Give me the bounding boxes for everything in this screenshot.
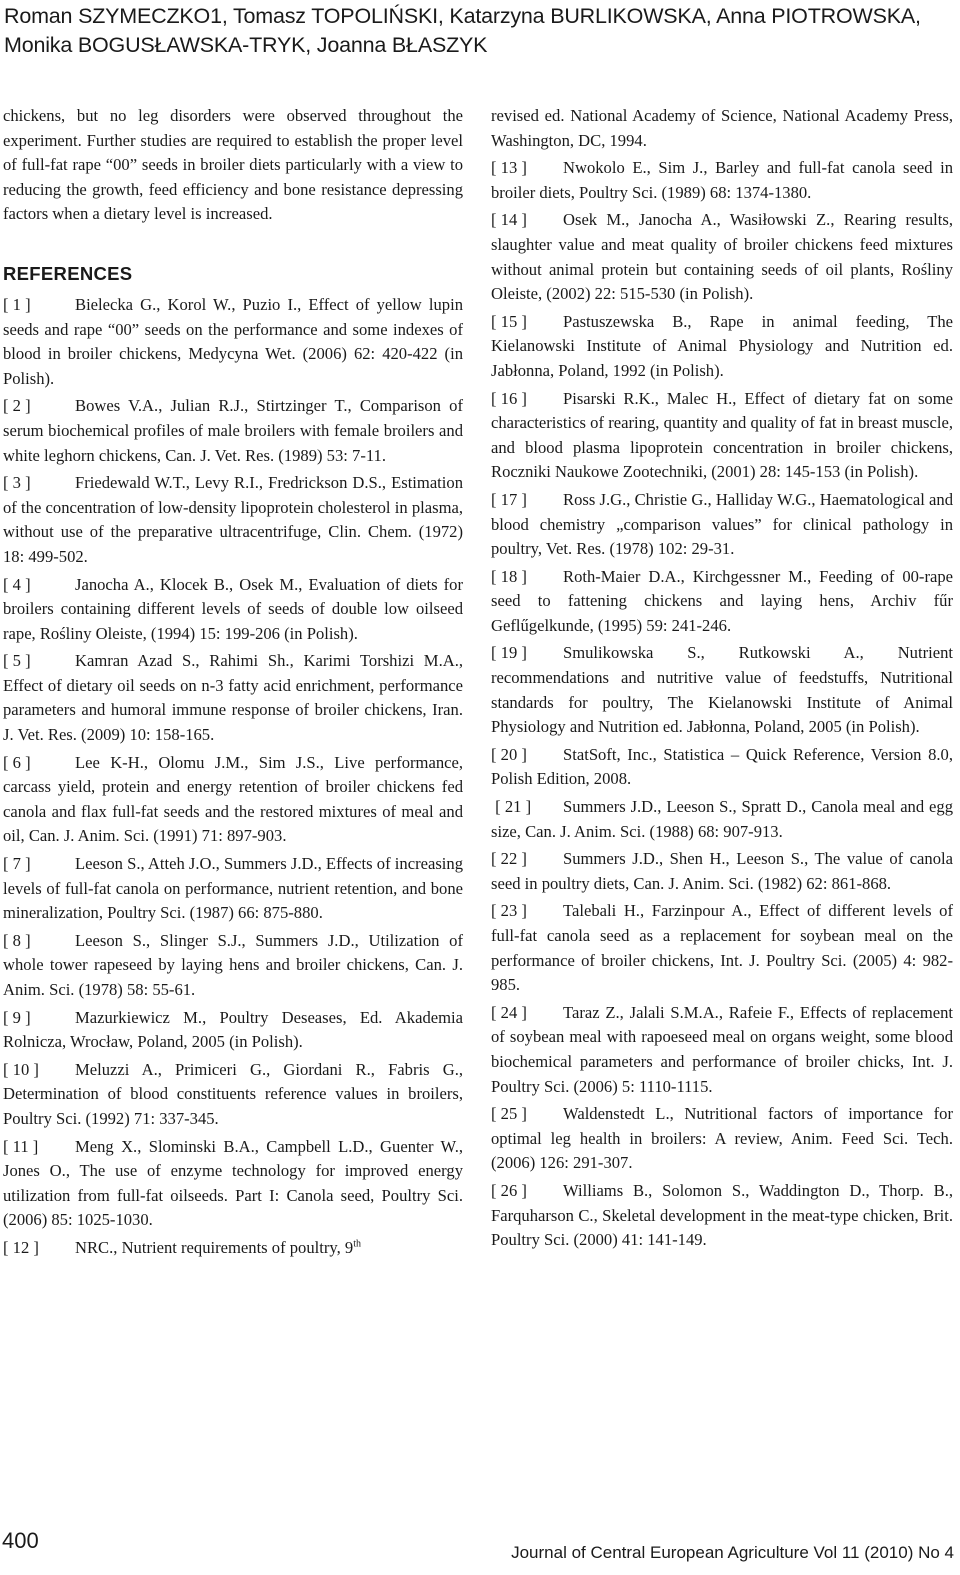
reference-text: Summers J.D., Leeson S., Spratt D., Canola meal and egg size, Can. J. Anim. Sci. (1988) 68: 907-913. bbox=[491, 797, 953, 841]
reference-text: Williams B., Solomon S., Waddington D., Thorp. B., Farquharson C., Skeletal development in the meat-type chicken, Brit. Poultry Sci. (2000) 41: 141-149. bbox=[491, 1180, 953, 1250]
reference-number: [ 17 ] bbox=[491, 489, 527, 509]
reference-number: [ 4 ] bbox=[3, 574, 31, 594]
reference-number: [ 22 ] bbox=[491, 849, 527, 869]
reference-item bbox=[3, 1058, 463, 1132]
references-list-left bbox=[3, 293, 463, 1261]
reference-item bbox=[491, 1001, 953, 1099]
reference-number: [ 19 ] bbox=[491, 643, 527, 663]
reference-text: Meng X., Slominski B.A., Campbell L.D., Guenter W., Jones O., The use of enzyme technology for improved energy utilization from full-fat oilseeds. Part I: Canola seed, Poultry Sci. (2006) 85: 1025-1030. bbox=[3, 1136, 463, 1230]
reference-number: [ 8 ] bbox=[3, 930, 31, 950]
reference-text: Lee K-H., Olomu J.M., Sim J.S., Live performance, carcass yield, protein and energy retention of broiler chickens fed canola and flax full-fat seeds and the restored mixtures of meal and oil, Can. J. Anim. Sci. (1991) 71: 897-903. bbox=[3, 752, 463, 846]
references-heading: REFERENCES bbox=[3, 262, 133, 284]
reference-item bbox=[491, 310, 953, 384]
reference-number: [ 13 ] bbox=[491, 158, 527, 178]
reference-item bbox=[3, 573, 463, 647]
reference-item bbox=[3, 1006, 463, 1055]
reference-text: NRC., Nutrient requirements of poultry, 9 bbox=[75, 1237, 354, 1257]
reference-item bbox=[491, 899, 953, 997]
journal-footer: Journal of Central European Agriculture Vol 11 (2010) No 4 bbox=[511, 1543, 954, 1562]
reference-item bbox=[3, 471, 463, 569]
reference-number: [ 3 ] bbox=[3, 473, 31, 493]
reference-text: Summers J.D., Shen H., Leeson S., The value of canola seed in poultry diets, Can. J. Anim. Sci. (1982) 62: 861-868. bbox=[491, 849, 953, 893]
reference-number: [ 2 ] bbox=[3, 396, 31, 416]
reference-item bbox=[491, 641, 953, 739]
reference-text: StatSoft, Inc., Statistica – Quick Reference, Version 8.0, Polish Edition, 2008. bbox=[491, 744, 953, 789]
reference-text: Pisarski R.K., Malec H., Effect of dietary fat on some characteristics of rearing, quantity and quality of fat in breast muscle, and blood plasma lipoprotein concentration in broiler chickens, Roczniki Naukowe Zootechniki, (2001) 28: 145-153 (in Polish). bbox=[491, 388, 953, 482]
reference-text: Osek M., Janocha A., Wasiłowski Z., Rearing results, slaughter value and meat quality of broiler chickens feed mixtures without animal protein but containing seeds of oil plants, Rośliny Oleiste, (2002) 22: 515-530 (in Polish). bbox=[491, 210, 953, 304]
reference-number: [ 21 ] bbox=[491, 797, 532, 817]
reference-item bbox=[3, 649, 463, 747]
reference-item bbox=[3, 394, 463, 468]
reference-number: [ 9 ] bbox=[3, 1007, 31, 1027]
reference-item bbox=[491, 1179, 953, 1253]
reference-item bbox=[3, 1135, 463, 1233]
references-list-right bbox=[491, 156, 953, 1253]
reference-text: Pastuszewska B., Rape in animal feeding, The Kielanowski Institute of Animal Physiology and Nutrition ed. Jabłonna, Poland, 1992 (in Polish). bbox=[491, 311, 953, 380]
page-number: 400 bbox=[2, 1528, 39, 1553]
reference-item bbox=[491, 156, 953, 205]
reference-number: [ 24 ] bbox=[491, 1002, 527, 1022]
reference-text: Meluzzi A., Primiceri G., Giordani R., Fabris G., Determination of blood constituents reference values in broilers, Poultry Sci. (1992) 71: 337-345. bbox=[3, 1059, 463, 1128]
reference-item bbox=[491, 488, 953, 562]
reference-number: [ 18 ] bbox=[491, 566, 527, 586]
reference-item bbox=[491, 743, 953, 792]
reference-text: Waldenstedt L., Nutritional factors of importance for optimal leg health in broilers: A review, Anim. Feed Sci. Tech. (2006) 126: 291-307. bbox=[491, 1104, 953, 1173]
reference-item bbox=[3, 1236, 463, 1261]
intro-paragraph: chickens, but no leg disorders were observed throughout the experiment. Further studies are required to establish the proper level of full-fat rape “00” seeds in broiler diets particularly with a view to reducing the growth, feed efficiency and bone resistance depressing factors when a dietary level is increased. bbox=[3, 106, 463, 224]
reference-item bbox=[491, 565, 953, 639]
reference-text: Janocha A., Klocek B., Osek M., Evaluation of diets for broilers containing different levels of seeds of double low oilseed rape, Rośliny Oleiste, (1994) 15: 199-206 (in Polish). bbox=[3, 574, 463, 643]
reference-number: [ 20 ] bbox=[491, 744, 527, 764]
reference-text: Taraz Z., Jalali S.M.A., Rafeie F., Effects of replacement of soybean meal with rapoeseed meal on organs weight, some blood biochemical parameters and performance of broiler chicks, Int. J. Poultry Sci. (2006) 5: 1110-1115. bbox=[491, 1002, 953, 1096]
reference-number: [ 12 ] bbox=[3, 1237, 39, 1257]
reference-item bbox=[491, 1102, 953, 1176]
left-column bbox=[3, 104, 463, 1264]
reference-number: [ 16 ] bbox=[491, 388, 527, 408]
reference-number: [ 11 ] bbox=[3, 1136, 39, 1156]
reference-item bbox=[491, 795, 953, 844]
reference-text: Friedewald W.T., Levy R.I., Fredrickson D.S., Estimation of the concentration of low-density lipoprotein cholesterol in plasma, without use of the preparative ultracentrifuge, Clin. Chem. (1972) 18: 499-502. bbox=[3, 473, 463, 566]
reference-text: Roth-Maier D.A., Kirchgessner M., Feeding of 00-rape seed to fattening chickens and laying hens, Archiv fűr Geflűgelkunde, (1995) 59: 241-246. bbox=[491, 566, 953, 635]
reference-number: [ 10 ] bbox=[3, 1059, 39, 1079]
reference-text: Bielecka G., Korol W., Puzio I., Effect of yellow lupin seeds and rape “00” seeds on the performance and some indexes of blood in broiler chickens, Medycyna Wet. (2006) 62: 420-422 (in Polish). bbox=[3, 294, 463, 388]
reference-item bbox=[491, 387, 953, 485]
reference-number: [ 15 ] bbox=[491, 311, 527, 331]
reference-text: Leeson S., Atteh J.O., Summers J.D., Effects of increasing levels of full-fat canola on performance, nutrient retention, and bone mineralization, Poultry Sci. (1987) 66: 875-880. bbox=[3, 854, 463, 923]
reference-number: [ 7 ] bbox=[3, 854, 31, 874]
reference-item bbox=[3, 852, 463, 926]
reference-text: Mazurkiewicz M., Poultry Deseases, Ed. Akademia Rolnicza, Wrocław, Poland, 2005 (in Polish). bbox=[3, 1007, 463, 1052]
reference-item bbox=[3, 293, 463, 391]
reference-text: Nwokolo E., Sim J., Barley and full-fat canola seed in broiler diets, Poultry Sci. (1989) 68: 1374-1380. bbox=[491, 158, 953, 202]
page-header-authors: Roman SZYMECZKO1, Tomasz TOPOLIŃSKI, Katarzyna BURLIKOWSKA, Anna PIOTROWSKA, Monika BOGUSŁAWSKA-TRYK, Joanna BŁASZYK bbox=[4, 4, 921, 57]
reference-superscript: th bbox=[353, 1238, 361, 1250]
reference-text: Leeson S., Slinger S.J., Summers J.D., Utilization of whole tower rapeseed by laying hens and broiler chickens, Can. J. Anim. Sci. (1978) 58: 55-61. bbox=[3, 930, 463, 999]
reference-item bbox=[3, 751, 463, 849]
reference-12-continuation: revised ed. National Academy of Science, National Academy Press, Washington, DC, 1994. bbox=[491, 106, 953, 150]
reference-text: Talebali H., Farzinpour A., Effect of different levels of full-fat canola seed as a replacement for soybean meal on the performance of broiler chickens, Int. J. Poultry Sci. (2005) 4: 982-985. bbox=[491, 901, 953, 995]
reference-text: Ross J.G., Christie G., Halliday W.G., Haematological and blood chemistry „comparison values” for clinical pathology in poultry, Vet. Res. (1978) 102: 29-31. bbox=[491, 489, 953, 559]
reference-number: [ 1 ] bbox=[3, 294, 31, 314]
reference-number: [ 6 ] bbox=[3, 752, 31, 772]
reference-text: Smulikowska S., Rutkowski A., Nutrient recommendations and nutritive value of feedstuffs, Nutritional standards for poultry, The Kielanowski Institute of Animal Physiology and Nutrition ed. Jabłonna, Poland, 2005 (in Polish). bbox=[491, 643, 953, 737]
reference-item bbox=[491, 847, 953, 896]
reference-item bbox=[491, 208, 953, 306]
reference-number: [ 5 ] bbox=[3, 651, 31, 671]
reference-item bbox=[3, 929, 463, 1003]
reference-text: Bowes V.A., Julian R.J., Stirtzinger T., Comparison of serum biochemical profiles of male broilers with female broilers and white leghorn chickens, Can. J. Vet. Res. (1989) 53: 7-11. bbox=[3, 396, 463, 465]
reference-text: Kamran Azad S., Rahimi Sh., Karimi Torshizi M.A., Effect of dietary oil seeds on n-3 fatty acid enrichment, performance parameters and humoral immune response of broiler chickens, Iran. J. Vet. Res. (2009) 10: 158-165. bbox=[3, 651, 463, 745]
reference-number: [ 26 ] bbox=[491, 1180, 527, 1200]
reference-number: [ 25 ] bbox=[491, 1104, 527, 1124]
right-column bbox=[491, 104, 953, 1256]
reference-number: [ 14 ] bbox=[491, 210, 527, 230]
reference-number: [ 23 ] bbox=[491, 901, 527, 921]
